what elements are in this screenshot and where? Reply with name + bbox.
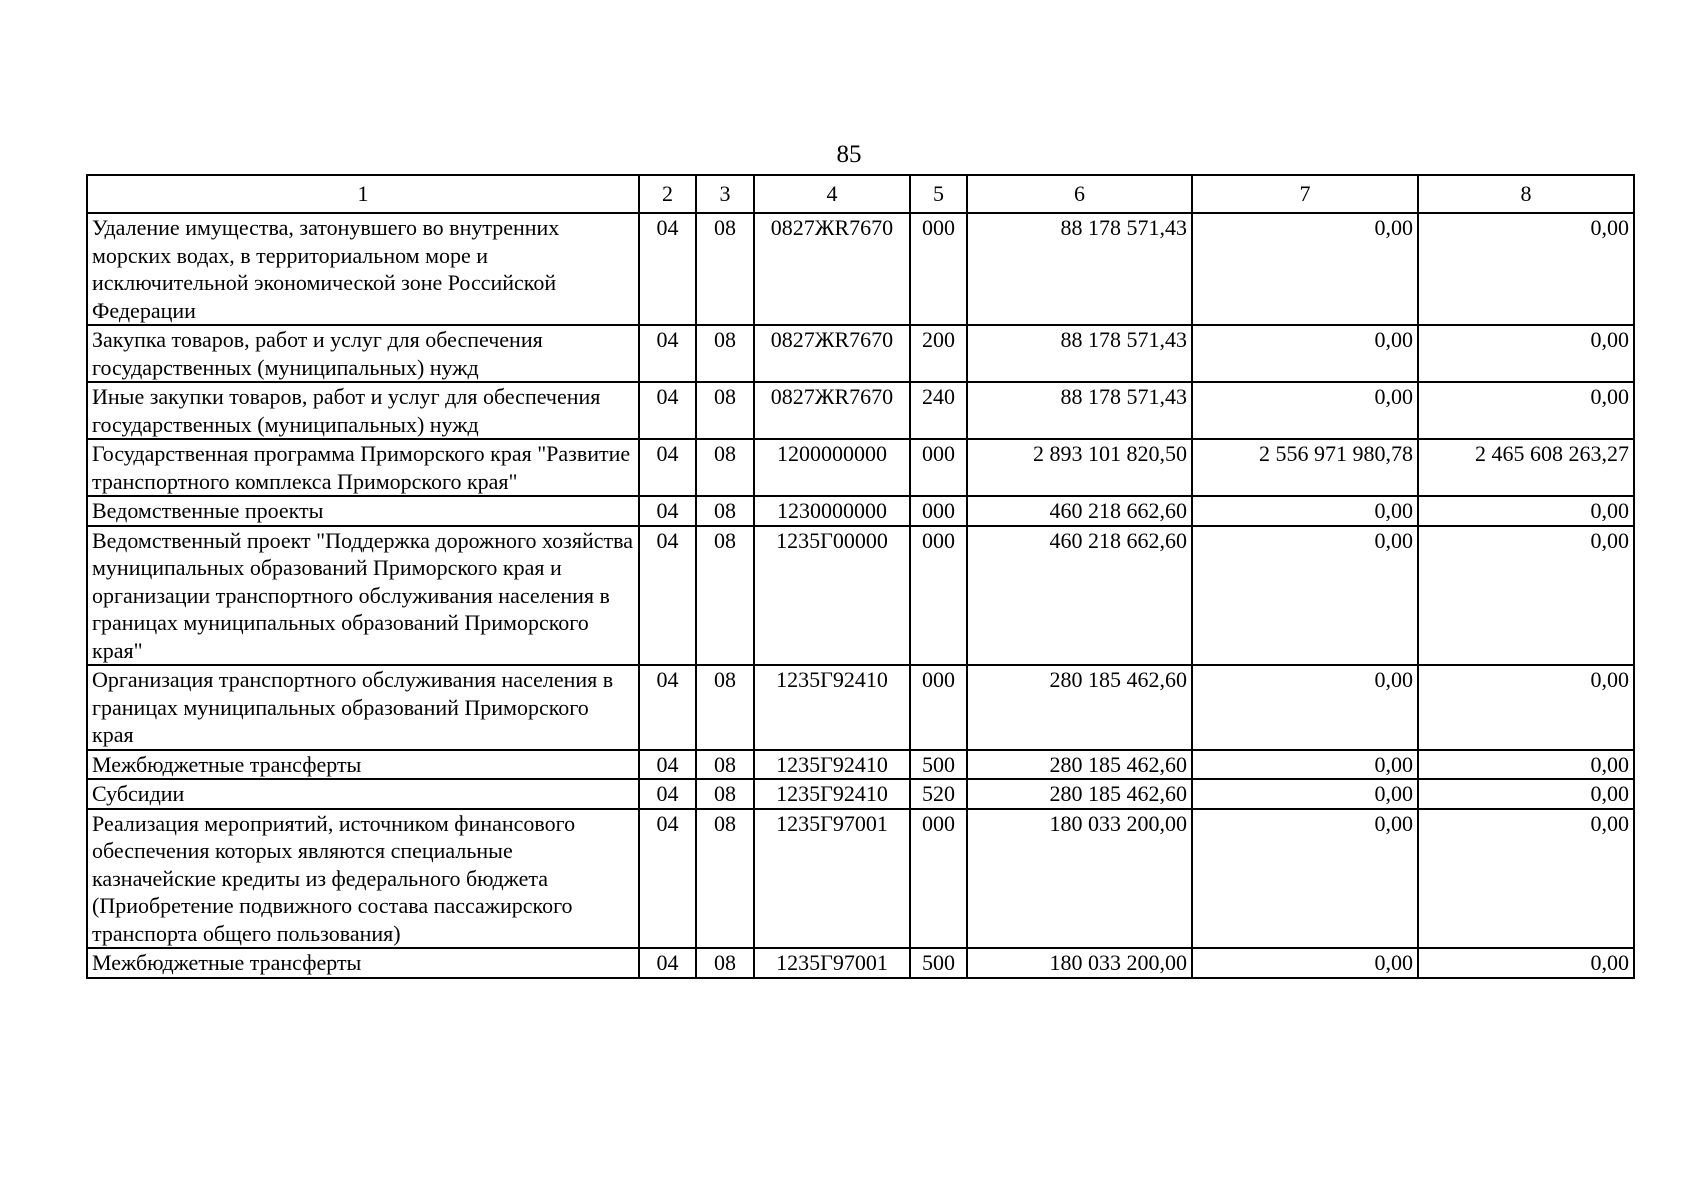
row-name: Межбюджетные трансферты xyxy=(87,948,639,978)
subsection-code: 08 xyxy=(696,382,754,439)
amount-col7: 0,00 xyxy=(1192,750,1418,780)
amount-col7: 0,00 xyxy=(1192,779,1418,809)
table-row xyxy=(87,779,1634,809)
expense-type-code: 000 xyxy=(910,496,967,526)
amount-col8: 0,00 xyxy=(1418,213,1634,325)
section-code: 04 xyxy=(639,496,696,526)
header-cell: 1 xyxy=(87,175,639,213)
amount-col7: 0,00 xyxy=(1192,665,1418,750)
row-name: Межбюджетные трансферты xyxy=(87,750,639,780)
target-article-code: 1200000000 xyxy=(754,439,910,496)
table-row xyxy=(87,526,1634,666)
row-name: Закупка товаров, работ и услуг для обеспечения государственных (муниципальных) нужд xyxy=(87,325,639,382)
section-code: 04 xyxy=(639,779,696,809)
subsection-code: 08 xyxy=(696,809,754,949)
amount-col6: 280 185 462,60 xyxy=(967,665,1192,750)
subsection-code: 08 xyxy=(696,213,754,325)
target-article-code: 1230000000 xyxy=(754,496,910,526)
table-row xyxy=(87,213,1634,325)
header-cell: 4 xyxy=(754,175,910,213)
amount-col8: 0,00 xyxy=(1418,750,1634,780)
expense-type-code: 000 xyxy=(910,526,967,666)
amount-col8: 0,00 xyxy=(1418,496,1634,526)
table-row xyxy=(87,325,1634,382)
row-name: Государственная программа Приморского края "Развитие транспортного комплекса Приморского края" xyxy=(87,439,639,496)
amount-col8: 0,00 xyxy=(1418,382,1634,439)
subsection-code: 08 xyxy=(696,439,754,496)
subsection-code: 08 xyxy=(696,665,754,750)
header-cell: 6 xyxy=(967,175,1192,213)
amount-col8: 0,00 xyxy=(1418,325,1634,382)
header-cell: 3 xyxy=(696,175,754,213)
budget-table xyxy=(86,174,1635,979)
table-row xyxy=(87,439,1634,496)
row-name: Ведомственный проект "Поддержка дорожного хозяйства муниципальных образований Приморского края и организации транспортного обслуживания населения в границах муниципальных образований Приморского края" xyxy=(87,526,639,666)
expense-type-code: 240 xyxy=(910,382,967,439)
target-article-code: 1235Г92410 xyxy=(754,750,910,780)
amount-col7: 0,00 xyxy=(1192,496,1418,526)
amount-col7: 0,00 xyxy=(1192,325,1418,382)
amount-col7: 0,00 xyxy=(1192,213,1418,325)
subsection-code: 08 xyxy=(696,779,754,809)
section-code: 04 xyxy=(639,948,696,978)
target-article-code: 1235Г97001 xyxy=(754,948,910,978)
table-row xyxy=(87,948,1634,978)
amount-col7: 0,00 xyxy=(1192,526,1418,666)
table-row xyxy=(87,809,1634,949)
table-row xyxy=(87,665,1634,750)
amount-col6: 88 178 571,43 xyxy=(967,325,1192,382)
section-code: 04 xyxy=(639,526,696,666)
header-cell: 5 xyxy=(910,175,967,213)
amount-col8: 0,00 xyxy=(1418,665,1634,750)
section-code: 04 xyxy=(639,213,696,325)
section-code: 04 xyxy=(639,382,696,439)
target-article-code: 1235Г00000 xyxy=(754,526,910,666)
expense-type-code: 000 xyxy=(910,809,967,949)
amount-col7: 0,00 xyxy=(1192,948,1418,978)
expense-type-code: 500 xyxy=(910,948,967,978)
section-code: 04 xyxy=(639,439,696,496)
section-code: 04 xyxy=(639,325,696,382)
header-cell: 2 xyxy=(639,175,696,213)
amount-col6: 180 033 200,00 xyxy=(967,809,1192,949)
amount-col8: 0,00 xyxy=(1418,526,1634,666)
section-code: 04 xyxy=(639,750,696,780)
table-row xyxy=(87,382,1634,439)
table-row xyxy=(87,750,1634,780)
section-code: 04 xyxy=(639,809,696,949)
amount-col6: 280 185 462,60 xyxy=(967,779,1192,809)
header-cell: 8 xyxy=(1418,175,1634,213)
expense-type-code: 200 xyxy=(910,325,967,382)
amount-col6: 280 185 462,60 xyxy=(967,750,1192,780)
amount-col6: 460 218 662,60 xyxy=(967,526,1192,666)
subsection-code: 08 xyxy=(696,526,754,666)
amount-col6: 2 893 101 820,50 xyxy=(967,439,1192,496)
amount-col8: 0,00 xyxy=(1418,779,1634,809)
expense-type-code: 520 xyxy=(910,779,967,809)
amount-col7: 2 556 971 980,78 xyxy=(1192,439,1418,496)
header-row xyxy=(87,175,1634,213)
expense-type-code: 000 xyxy=(910,665,967,750)
section-code: 04 xyxy=(639,665,696,750)
target-article-code: 1235Г97001 xyxy=(754,809,910,949)
target-article-code: 1235Г92410 xyxy=(754,779,910,809)
expense-type-code: 000 xyxy=(910,439,967,496)
target-article-code: 0827ЖR7670 xyxy=(754,382,910,439)
amount-col6: 88 178 571,43 xyxy=(967,213,1192,325)
subsection-code: 08 xyxy=(696,325,754,382)
row-name: Иные закупки товаров, работ и услуг для обеспечения государственных (муниципальных) нужд xyxy=(87,382,639,439)
row-name: Удаление имущества, затонувшего во внутренних морских водах, в территориальном море и исключительной экономической зоне Российской Федерации xyxy=(87,213,639,325)
expense-type-code: 500 xyxy=(910,750,967,780)
target-article-code: 0827ЖR7670 xyxy=(754,213,910,325)
amount-col6: 460 218 662,60 xyxy=(967,496,1192,526)
page-number: 85 xyxy=(836,141,862,168)
amount-col8: 2 465 608 263,27 xyxy=(1418,439,1634,496)
row-name: Организация транспортного обслуживания населения в границах муниципальных образований Приморского края xyxy=(87,665,639,750)
amount-col8: 0,00 xyxy=(1418,809,1634,949)
target-article-code: 1235Г92410 xyxy=(754,665,910,750)
expense-type-code: 000 xyxy=(910,213,967,325)
row-name: Субсидии xyxy=(87,779,639,809)
target-article-code: 0827ЖR7670 xyxy=(754,325,910,382)
subsection-code: 08 xyxy=(696,750,754,780)
subsection-code: 08 xyxy=(696,948,754,978)
row-name: Ведомственные проекты xyxy=(87,496,639,526)
amount-col6: 180 033 200,00 xyxy=(967,948,1192,978)
table-row xyxy=(87,496,1634,526)
subsection-code: 08 xyxy=(696,496,754,526)
amount-col8: 0,00 xyxy=(1418,948,1634,978)
header-cell: 7 xyxy=(1192,175,1418,213)
amount-col7: 0,00 xyxy=(1192,809,1418,949)
amount-col7: 0,00 xyxy=(1192,382,1418,439)
row-name: Реализация мероприятий, источником финансового обеспечения которых являются специальные казначейские кредиты из федерального бюджета (Приобретение подвижного состава пассажирского транспорта общего пользования) xyxy=(87,809,639,949)
amount-col6: 88 178 571,43 xyxy=(967,382,1192,439)
